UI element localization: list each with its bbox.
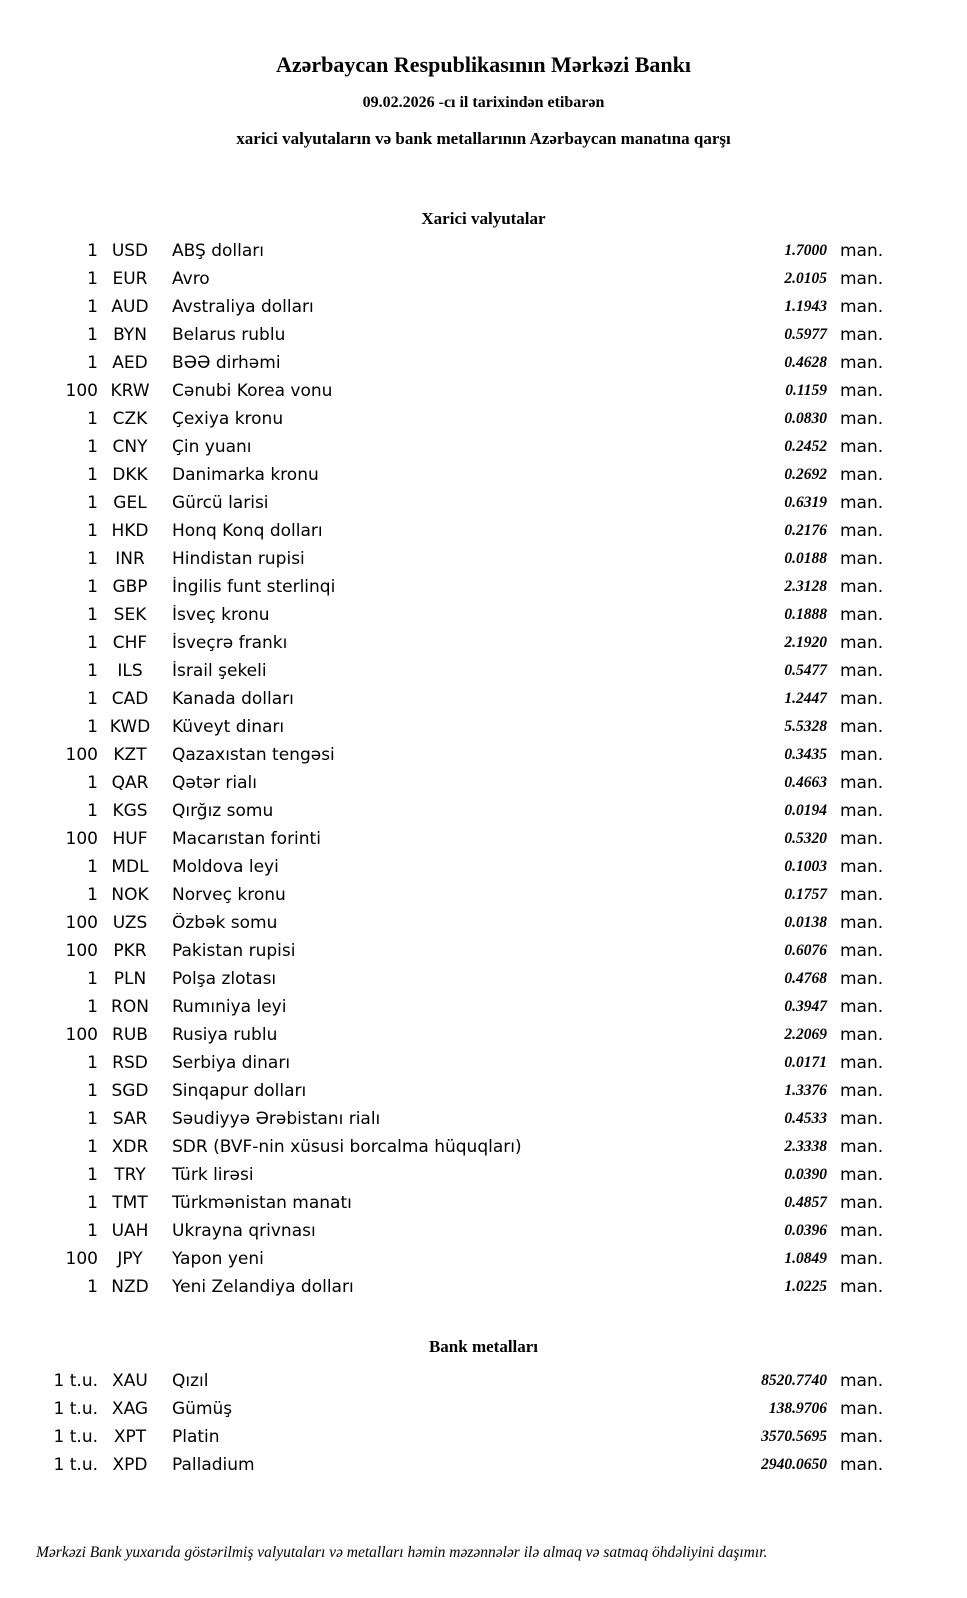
quantity-cell: 1 t.u. [53,1455,98,1475]
rate-row [0,405,967,433]
currency-code-cell: GEL [113,493,147,513]
rate-row [0,1395,967,1423]
rate-value-cell: 2.0105 [784,270,827,287]
quantity-cell: 1 [87,353,98,373]
quantity-cell: 1 [87,1193,98,1213]
currency-code-cell: PLN [113,969,147,989]
rate-value-cell: 0.5977 [784,326,827,343]
rate-value-cell: 0.0171 [784,1054,827,1071]
currency-code-cell: NZD [111,1277,149,1297]
currency-name-cell: Çexiya kronu [172,409,284,429]
rate-row [0,1367,967,1395]
rate-row [0,545,967,573]
rate-value-cell: 0.1159 [785,382,827,399]
quantity-cell: 100 [65,1025,98,1045]
quantity-cell: 1 [87,269,98,289]
currency-name-cell: İsveç kronu [172,605,270,625]
currency-code-cell: BYN [113,325,147,345]
currency-name-cell: Macarıstan forinti [172,829,321,849]
rate-value-cell: 1.1943 [784,298,827,315]
currency-code-cell: EUR [112,269,148,289]
quantity-cell: 1 [87,437,98,457]
rate-value-cell: 0.4533 [784,1110,827,1127]
currency-name-cell: Yeni Zelandiya dolları [172,1277,354,1297]
unit-cell: man. [840,801,884,821]
rate-row [0,433,967,461]
rate-row [0,1049,967,1077]
currency-name-cell: Qızıl [172,1371,209,1391]
currency-name-cell: Serbiya dinarı [172,1053,291,1073]
currency-name-cell: Honq Konq dolları [172,521,323,541]
currency-name-cell: Polşa zlotası [172,969,277,989]
quantity-cell: 1 [87,801,98,821]
unit-cell: man. [840,1025,884,1045]
currency-code-cell: USD [111,241,149,261]
rate-row [0,909,967,937]
currency-code-cell: CNY [112,437,148,457]
rate-row [0,965,967,993]
footer-disclaimer: Mərkəzi Bank yuxarıda göstərilmiş valyutaları və metalları həmin məzənnələr ilə almaq və satmaq öhdəliyini daşımır. [36,1544,768,1561]
unit-cell: man. [840,1371,884,1391]
unit-cell: man. [840,381,884,401]
rate-row [0,293,967,321]
quantity-cell: 1 [87,633,98,653]
currency-name-cell: İngilis funt sterlinqi [172,577,336,597]
quantity-cell: 1 [87,1277,98,1297]
currency-code-cell: SEK [113,605,147,625]
rate-value-cell: 0.0390 [784,1166,827,1183]
section-title-metals: Bank metalları [428,1337,539,1356]
currency-name-cell: İsveçrə frankı [172,633,288,653]
unit-cell: man. [840,689,884,709]
rate-value-cell: 8520.7740 [761,1372,827,1389]
currency-name-cell: Gürcü larisi [172,493,269,513]
quantity-cell: 1 t.u. [53,1399,98,1419]
rate-row [0,1423,967,1451]
quantity-cell: 1 [87,465,98,485]
unit-cell: man. [840,493,884,513]
currency-name-cell: Norveç kronu [172,885,286,905]
rate-value-cell: 0.4628 [784,354,827,371]
quantity-cell: 100 [65,381,98,401]
currency-name-cell: Danimarka kronu [172,465,319,485]
quantity-cell: 1 [87,1137,98,1157]
rate-row [0,349,967,377]
rate-value-cell: 0.0188 [784,550,827,567]
rate-value-cell: 0.1757 [784,886,827,903]
rate-value-cell: 2.1920 [784,634,827,651]
rate-value-cell: 0.5477 [784,662,827,679]
currency-name-cell: Kanada dolları [172,689,294,709]
currency-code-cell: KRW [110,381,150,401]
unit-cell: man. [840,1193,884,1213]
unit-cell: man. [840,857,884,877]
quantity-cell: 100 [65,829,98,849]
currency-code-cell: RUB [112,1025,148,1045]
currency-code-cell: QAR [111,773,149,793]
quantity-cell: 1 [87,605,98,625]
quantity-cell: 100 [65,913,98,933]
currency-name-cell: Qətər rialı [172,773,257,793]
quantity-cell: 1 [87,493,98,513]
currency-rate-table [0,237,967,1301]
rate-row [0,601,967,629]
unit-cell: man. [840,1399,884,1419]
rate-value-cell: 0.0396 [784,1222,827,1239]
rate-row [0,517,967,545]
rate-value-cell: 0.2176 [784,522,827,539]
rate-value-cell: 0.6076 [784,942,827,959]
rate-value-cell: 0.0830 [784,410,827,427]
rate-value-cell: 2.2069 [784,1026,827,1043]
currency-code-cell: CHF [112,633,148,653]
currency-code-cell: SGD [111,1081,149,1101]
currency-name-cell: Qazaxıstan tengəsi [172,745,335,765]
currency-name-cell: İsrail şekeli [172,661,267,681]
currency-code-cell: XAG [111,1399,149,1419]
rate-row [0,797,967,825]
unit-cell: man. [840,465,884,485]
quantity-cell: 1 [87,661,98,681]
currency-name-cell: Səudiyyə Ərəbistanı rialı [172,1109,381,1129]
rate-row [0,461,967,489]
currency-code-cell: UZS [112,913,148,933]
quantity-cell: 1 [87,773,98,793]
rate-value-cell: 0.2452 [784,438,827,455]
quantity-cell: 1 [87,1221,98,1241]
quantity-cell: 1 t.u. [53,1427,98,1447]
currency-code-cell: AED [112,353,148,373]
unit-cell: man. [840,325,884,345]
unit-cell: man. [840,913,884,933]
currency-code-cell: MDL [111,857,149,877]
rate-row [0,741,967,769]
rate-row [0,1273,967,1301]
currency-code-cell: INR [115,549,145,569]
currency-name-cell: Platin [172,1427,220,1447]
rate-row [0,685,967,713]
rate-row [0,237,967,265]
rate-row [0,1189,967,1217]
unit-cell: man. [840,1221,884,1241]
rate-row [0,1161,967,1189]
rate-value-cell: 0.3435 [784,746,827,763]
rate-row [0,881,967,909]
currency-name-cell: Pakistan rupisi [172,941,296,961]
quantity-cell: 1 [87,717,98,737]
rate-value-cell: 0.6319 [784,494,827,511]
rate-value-cell: 1.3376 [784,1082,827,1099]
currency-name-cell: Türk lirəsi [172,1165,254,1185]
rate-row [0,1451,967,1479]
metal-rate-table [0,1367,967,1479]
currency-name-cell: Hindistan rupisi [172,549,305,569]
currency-name-cell: Gümüş [172,1399,233,1419]
rate-row [0,1105,967,1133]
rate-value-cell: 1.0849 [784,1250,827,1267]
currency-code-cell: HKD [111,521,149,541]
currency-code-cell: UAH [111,1221,149,1241]
currency-code-cell: JPY [117,1249,143,1269]
currency-name-cell: Rumıniya leyi [172,997,287,1017]
currency-name-cell: Yapon yeni [172,1249,264,1269]
rate-row [0,629,967,657]
rate-row [0,573,967,601]
unit-cell: man. [840,997,884,1017]
quantity-cell: 1 [87,1165,98,1185]
quantity-cell: 1 [87,241,98,261]
quantity-cell: 1 [87,857,98,877]
unit-cell: man. [840,1137,884,1157]
currency-code-cell: DKK [112,465,148,485]
rate-value-cell: 0.4663 [784,774,827,791]
page-subtitle: xarici valyutaların və bank metallarının Azərbaycan manatına qarşı [236,129,731,148]
quantity-cell: 1 [87,1053,98,1073]
currency-code-cell: HUF [112,829,148,849]
rate-value-cell: 1.7000 [784,242,827,259]
quantity-cell: 1 [87,997,98,1017]
currency-code-cell: KZT [113,745,147,765]
unit-cell: man. [840,437,884,457]
rate-row [0,769,967,797]
currency-code-cell: SAR [112,1109,148,1129]
rate-row [0,993,967,1021]
currency-code-cell: CZK [112,409,148,429]
currency-name-cell: Avstraliya dolları [172,297,314,317]
rate-row [0,321,967,349]
unit-cell: man. [840,885,884,905]
currency-code-cell: CAD [111,689,149,709]
unit-cell: man. [840,353,884,373]
currency-name-cell: Türkmənistan manatı [172,1193,352,1213]
unit-cell: man. [840,577,884,597]
rate-row [0,825,967,853]
currency-code-cell: RON [111,997,149,1017]
unit-cell: man. [840,941,884,961]
quantity-cell: 1 [87,297,98,317]
currency-code-cell: XPD [112,1455,148,1475]
quantity-cell: 100 [65,941,98,961]
unit-cell: man. [840,1165,884,1185]
currency-code-cell: TMT [112,1193,148,1213]
currency-name-cell: Avro [172,269,210,289]
unit-cell: man. [840,633,884,653]
currency-code-cell: PKR [113,941,147,961]
unit-cell: man. [840,1249,884,1269]
rate-row [0,1245,967,1273]
section-title-currencies: Xarici valyutalar [421,209,546,228]
currency-name-cell: SDR (BVF-nin xüsusi borcalma hüquqları) [172,1137,522,1157]
unit-cell: man. [840,409,884,429]
rate-row [0,1217,967,1245]
quantity-cell: 1 [87,521,98,541]
unit-cell: man. [840,549,884,569]
currency-code-cell: KWD [109,717,151,737]
rate-row [0,265,967,293]
quantity-cell: 100 [65,745,98,765]
currency-code-cell: KGS [112,801,148,821]
unit-cell: man. [840,745,884,765]
quantity-cell: 1 [87,325,98,345]
currency-name-cell: Qırğız somu [172,801,274,821]
currency-name-cell: Özbək somu [172,913,278,933]
rate-value-cell: 2.3338 [784,1138,827,1155]
currency-code-cell: NOK [111,885,149,905]
currency-name-cell: Palladium [172,1455,255,1475]
rate-value-cell: 1.0225 [784,1278,827,1295]
rate-value-cell: 2.3128 [784,578,827,595]
rate-value-cell: 2940.0650 [761,1456,827,1473]
quantity-cell: 1 t.u. [53,1371,98,1391]
effective-date-line: 09.02.2026 -cı il tarixindən etibarən [362,94,605,111]
currency-code-cell: GBP [112,577,148,597]
rate-value-cell: 0.2692 [784,466,827,483]
quantity-cell: 1 [87,1081,98,1101]
rate-value-cell: 0.0138 [784,914,827,931]
page-title: Azərbaycan Respublikasının Mərkəzi Bankı [276,52,691,77]
quantity-cell: 1 [87,549,98,569]
rate-value-cell: 0.1003 [784,858,827,875]
currency-code-cell: ILS [117,661,143,681]
unit-cell: man. [840,717,884,737]
rate-value-cell: 1.2447 [784,690,827,707]
currency-code-cell: XPT [113,1427,147,1447]
quantity-cell: 100 [65,1249,98,1269]
rate-row [0,657,967,685]
currency-name-cell: ABŞ dolları [172,241,264,261]
rate-value-cell: 0.5320 [784,830,827,847]
unit-cell: man. [840,773,884,793]
rate-value-cell: 138.9706 [768,1400,827,1417]
rate-row [0,713,967,741]
rate-value-cell: 0.1888 [784,606,827,623]
quantity-cell: 1 [87,969,98,989]
unit-cell: man. [840,1053,884,1073]
unit-cell: man. [840,521,884,541]
rate-row [0,377,967,405]
unit-cell: man. [840,241,884,261]
quantity-cell: 1 [87,409,98,429]
currency-code-cell: TRY [114,1165,146,1185]
rate-value-cell: 0.0194 [784,802,827,819]
rate-row [0,937,967,965]
rate-row [0,1077,967,1105]
unit-cell: man. [840,1109,884,1129]
currency-name-cell: BƏƏ dirhəmi [172,353,281,373]
unit-cell: man. [840,605,884,625]
currency-name-cell: Cənubi Korea vonu [172,381,333,401]
rate-row [0,489,967,517]
currency-name-cell: Küveyt dinarı [172,717,285,737]
currency-name-cell: Ukrayna qrivnası [172,1221,316,1241]
currency-code-cell: AUD [111,297,149,317]
unit-cell: man. [840,661,884,681]
rate-value-cell: 0.3947 [784,998,827,1015]
rate-value-cell: 3570.5695 [761,1428,827,1445]
rate-row [0,1133,967,1161]
currency-code-cell: XAU [112,1371,148,1391]
unit-cell: man. [840,1427,884,1447]
unit-cell: man. [840,269,884,289]
quantity-cell: 1 [87,577,98,597]
rate-value-cell: 5.5328 [784,718,827,735]
currency-code-cell: RSD [112,1053,148,1073]
currency-name-cell: Rusiya rublu [172,1025,278,1045]
rate-value-cell: 0.4768 [784,970,827,987]
quantity-cell: 1 [87,689,98,709]
unit-cell: man. [840,1455,884,1475]
currency-name-cell: Belarus rublu [172,325,286,345]
unit-cell: man. [840,969,884,989]
currency-name-cell: Moldova leyi [172,857,279,877]
unit-cell: man. [840,829,884,849]
unit-cell: man. [840,1081,884,1101]
quantity-cell: 1 [87,885,98,905]
rate-row [0,853,967,881]
currency-name-cell: Sinqapur dolları [172,1081,307,1101]
unit-cell: man. [840,1277,884,1297]
quantity-cell: 1 [87,1109,98,1129]
currency-name-cell: Çin yuanı [172,437,252,457]
rate-value-cell: 0.4857 [784,1194,827,1211]
unit-cell: man. [840,297,884,317]
currency-code-cell: XDR [111,1137,149,1157]
rate-row [0,1021,967,1049]
